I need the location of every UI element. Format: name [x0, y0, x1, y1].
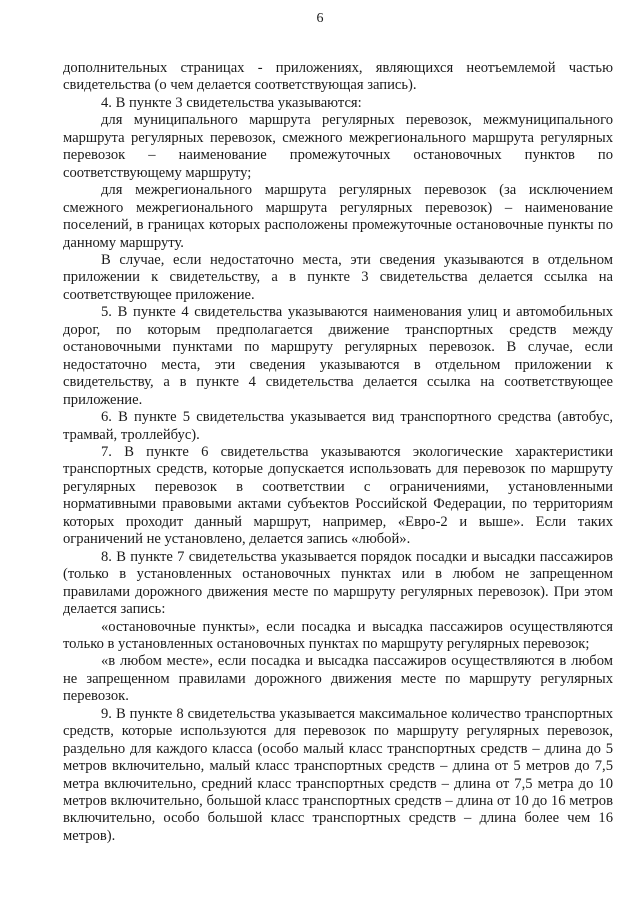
paragraph-interregional-route: для межрегионального маршрута регулярных перевозок (за исключением смежного межрегионального маршрута регулярных перевозок) – наименование поселений, в границах которых расположены промежуточные остановочные пункты по данному маршруту.	[63, 182, 613, 251]
paragraph-insufficient-space: В случае, если недостаточно места, эти сведения указываются в отдельном приложении к свидетельству, а в пункте 3 свидетельства делается ссылка на соответствующее приложение.	[63, 251, 613, 303]
paragraph-item-8: 8. В пункте 7 свидетельства указывается порядок посадки и высадки пассажиров (только в установленных остановочных пунктах или в любом не запрещенном правилами дорожного движения месте по маршруту регулярных перевозок). При этом делается запись:	[63, 548, 613, 618]
paragraph-municipal-route: для муниципального маршрута регулярных перевозок, межмуниципального маршрута регулярных перевозок, смежного межрегионального маршрута регулярных перевозок – наименование промежуточных остановочных пунктов по соответствующему маршруту;	[63, 112, 613, 181]
paragraph-item-6: 6. В пункте 5 свидетельства указывается вид транспортного средства (автобус, трамвай, троллейбус).	[63, 409, 613, 443]
document-body	[63, 60, 613, 845]
paragraph-stop-points: «остановочные пункты», если посадка и высадка пассажиров осуществляются только в установленных остановочных пунктах по маршруту регулярных перевозок;	[63, 618, 613, 652]
paragraph-item-9: 9. В пункте 8 свидетельства указывается максимальное количество транспортных средств, которые используются для перевозок по маршруту регулярных перевозок, раздельно для каждого класса (особо малый класс транспортных средств – длина до 5 метров включительно, малый класс транспортных средств – длина от 5 метров до 7,5 метра включительно, средний класс транспортных средств – длина от 7,5 метра до 10 метров включительно, большой класс транспортных средств – длина от 10 до 16 метров включительно, особо большой класс транспортных средств – длина более чем 16 метров).	[63, 705, 613, 844]
paragraph-item-5: 5. В пункте 4 свидетельства указываются наименования улиц и автомобильных дорог, по которым предполагается движение транспортных средств между остановочными пунктами по маршруту регулярных перевозок. В случае, если недостаточно места, эти сведения указываются в отдельном приложении к свидетельству, а в пункте 4 свидетельства делается ссылка на соответствующее приложение.	[63, 304, 613, 408]
paragraph-item-4-heading: 4. В пункте 3 свидетельства указываются:	[101, 94, 362, 111]
paragraph-item-7: 7. В пункте 6 свидетельства указываются экологические характеристики транспортных средств, которые допускается использовать для перевозок по маршруту регулярных перевозок в соответствии с ограничениями, установленными нормативными правовыми актами субъектов Российской Федерации, по территориям которых проходит данный маршрут, например, «Евро-2 и выше». Если таких ограничений не установлено, делается запись «любой».	[63, 443, 613, 548]
paragraph-continuation: дополнительных страницах - приложениях, являющихся неотъемлемой частью свидетельства (о чем делается соответствующая запись).	[63, 60, 613, 94]
paragraph-any-place: «в любом месте», если посадка и высадка пассажиров осуществляются в любом не запрещенном правилами дорожного движения месте по маршруту регулярных перевозок.	[63, 653, 613, 705]
page-number: 6	[316, 11, 324, 26]
